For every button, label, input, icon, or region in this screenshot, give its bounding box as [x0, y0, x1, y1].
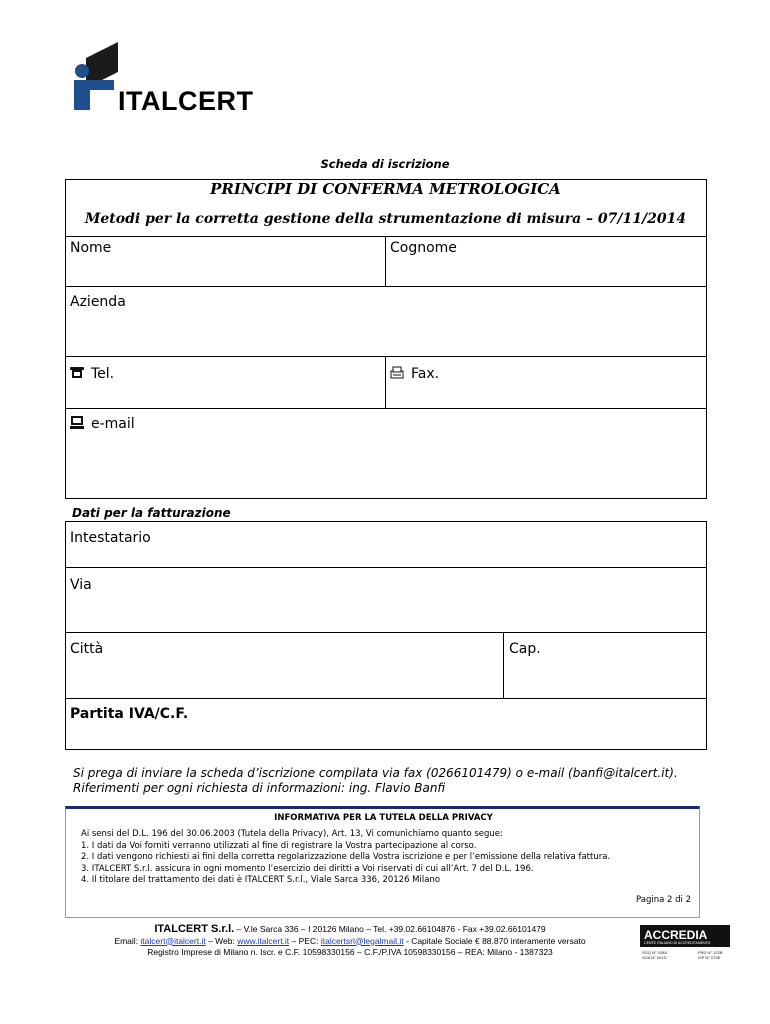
fax-label: Fax.: [411, 366, 440, 382]
footer-web-link[interactable]: www.italcert.it: [237, 935, 290, 946]
divider: [385, 356, 386, 408]
page-number: Pagina 2 di 2: [636, 895, 691, 905]
divider: [65, 567, 707, 568]
fax-field[interactable]: [390, 366, 439, 382]
course-subtitle: Metodi per la corretta gestione della strumentazione di misura – 07/11/2014: [84, 211, 687, 227]
footer: [60, 924, 640, 959]
intestatario-field[interactable]: Intestatario: [70, 530, 151, 546]
accredia-code: ISP N° 075E: [698, 955, 721, 960]
divider: [65, 632, 707, 633]
accredia-logo: [640, 925, 730, 947]
divider: [65, 286, 707, 287]
footer-registry: Registro Imprese di Milano n. Iscr. e C.F. 10598330156 – C.F./P.IVA 10598330156 – REA: Milano - 1387323: [147, 947, 553, 957]
email-label: e-mail: [91, 416, 135, 432]
cognome-field[interactable]: Cognome: [390, 240, 457, 256]
accredia-code: SGA N° 001D: [642, 955, 667, 960]
privacy-body: [81, 829, 610, 887]
privacy-item: 3. ITALCERT S.r.l. assicura in ogni momento l’esercizio dei diritti a Voi riservati di cui all’Art. 7 del D.L. 196.: [81, 863, 534, 874]
via-field[interactable]: Via: [70, 577, 92, 593]
footer-web-label: – Web:: [205, 935, 238, 946]
accredia-name: ACCREDIA: [644, 928, 708, 942]
fax-icon: [390, 366, 404, 378]
email-field[interactable]: [70, 416, 135, 432]
divider: [65, 408, 707, 409]
logo-mark-icon: [72, 40, 122, 115]
accredia-tagline: L'ENTE ITALIANO DI ACCREDITAMENTO: [644, 941, 711, 945]
footer-pec-link[interactable]: italcertsrl@legalmail.it: [320, 935, 404, 946]
accredia-code: SGQ N° 015A: [642, 950, 667, 955]
citta-field[interactable]: Città: [70, 641, 104, 657]
cap-field[interactable]: Cap.: [509, 641, 541, 657]
registration-form: [65, 179, 707, 499]
divider: [65, 698, 707, 699]
tel-field[interactable]: [70, 366, 114, 382]
privacy-item: 2. I dati vengono richiesti ai fini della corretta regolarizzazione della Vostra iscrizione e per l’emissione della relativa fattura.: [81, 852, 611, 862]
accredia-code: PRD N° 122B: [698, 950, 723, 955]
footer-email-link[interactable]: italcert@italcert.it: [140, 935, 206, 946]
privacy-title: INFORMATIVA PER LA TUTELA DELLA PRIVACY: [274, 813, 493, 823]
footer-capital: - Capitale Sociale € 88.870 interamente versato: [403, 935, 586, 946]
footer-pec-label: – PEC:: [289, 935, 321, 946]
privacy-item: 4. Il titolare del trattamento dei dati è ITALCERT S.r.l., Viale Sarca 336, 20126 Milano: [81, 875, 441, 885]
footer-email-label: Email:: [114, 935, 141, 946]
billing-section-title: Dati per la fatturazione: [72, 506, 231, 520]
form-subtitle: Scheda di iscrizione: [320, 157, 450, 171]
accredia-codes: [642, 950, 667, 960]
telephone-icon: [70, 366, 84, 378]
privacy-intro: Ai sensi del D.L. 196 del 30.06.2003 (Tutela della Privacy), Art. 13, Vi comunichiamo quanto segue:: [81, 829, 503, 839]
privacy-notice: [65, 806, 700, 918]
tel-label: Tel.: [91, 366, 115, 382]
course-title: PRINCIPI DI CONFERMA METROLOGICA: [210, 180, 561, 198]
privacy-item: 1. I dati da Voi forniti verranno utilizzati al fine di registrare la Vostra partecipazione al corso.: [81, 840, 477, 851]
divider: [65, 356, 707, 357]
azienda-field[interactable]: Azienda: [70, 294, 126, 310]
accredia-codes: [698, 950, 723, 960]
footer-company: ITALCERT S.r.l.: [154, 923, 235, 935]
divider: [65, 236, 707, 237]
note-line: Riferimenti per ogni richiesta di informazioni: ing. Flavio Banfi: [73, 781, 446, 795]
divider: [385, 236, 386, 286]
nome-field[interactable]: Nome: [70, 240, 112, 256]
footer-address: – V.le Sarca 336 – I 20126 Milano – Tel. +39.02.66104876 - Fax +39.02.66101479: [234, 924, 546, 934]
submission-note: [73, 766, 678, 796]
divider: [503, 632, 504, 698]
logo-text: ITALCERT: [118, 86, 254, 116]
piva-field[interactable]: Partita IVA/C.F.: [70, 706, 189, 722]
note-line: Si prega di inviare la scheda d’iscrizione compilata via fax (0266101479) o e-mail (banfi@italcert.it).: [73, 766, 678, 780]
computer-icon: [70, 416, 84, 428]
